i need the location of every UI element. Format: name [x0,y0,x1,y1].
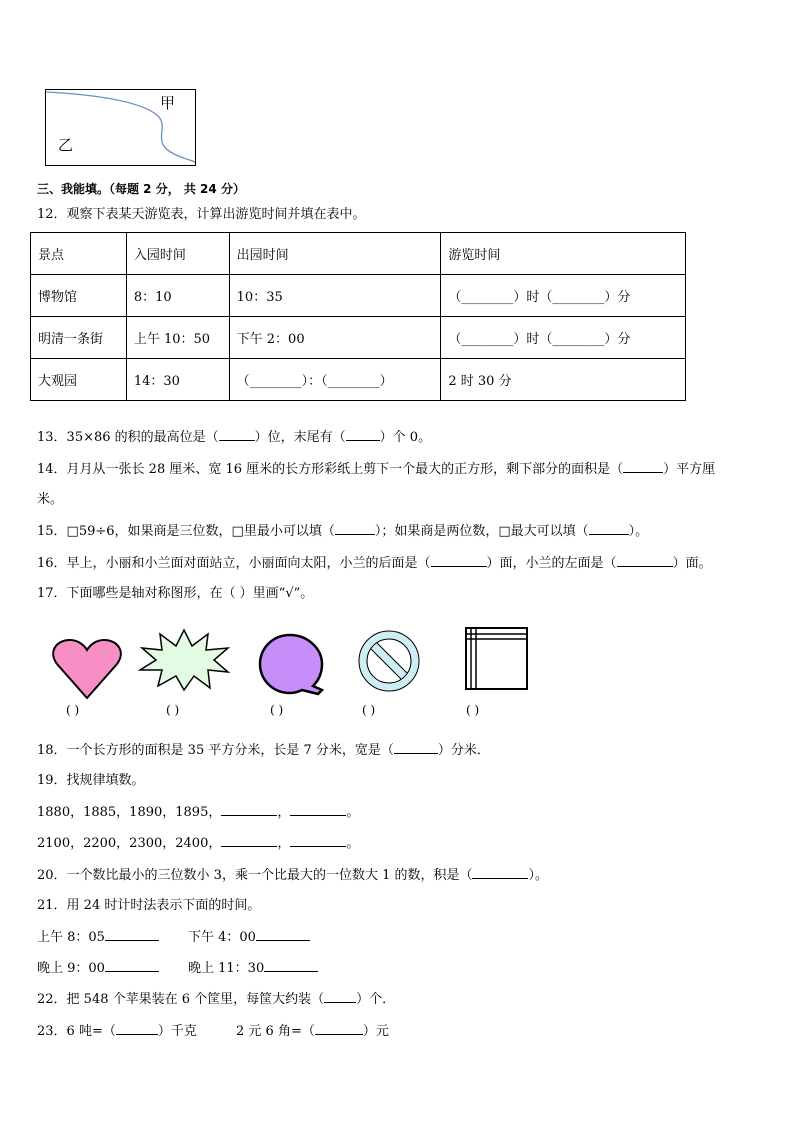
header-cell: 游览时间 [441,233,686,275]
q21-text: 21．用 24 时计时法表示下面的时间。 [37,898,261,913]
answer-blank[interactable] [394,741,438,754]
answer-blank[interactable] [290,834,346,847]
period: 。 [346,836,360,851]
q12-text: 12．观察下表某天游览表，计算出游览时间并填在表中。 [37,207,366,222]
answer-blank[interactable] [105,928,159,941]
answer-blank[interactable] [116,1022,158,1035]
answer-blank[interactable] [105,959,159,972]
table-header-row [31,233,686,275]
q13-text-c: ）个 0。 [379,430,432,445]
answer-blank[interactable] [324,990,356,1003]
answer-paren[interactable]: ( ) [270,703,284,717]
q16-text-b: ）面，小兰的左面是（ [486,556,617,571]
framed-square-shape [464,626,530,692]
table-cell: （________）时（________）分 [441,317,686,359]
time-label: 晚上 9：00 [37,961,105,976]
q22 [37,990,395,1009]
table-cell: 14：30 [126,359,229,401]
table-cell: 上午 10：50 [126,317,229,359]
heart-shape [52,636,122,702]
letter-q-shape [258,632,328,696]
q15-text-c: ）。 [628,524,649,539]
table-row [31,359,686,401]
q18 [37,741,490,760]
sequence-start: 1880，1885，1890，1895， [37,805,222,820]
table-cell: 博物馆 [31,275,127,317]
time-label: 上午 8：05 [37,930,105,945]
q23-part-2 [236,1022,389,1041]
section-title: 三、我能填。（每题 2 分， 共 24 分） [37,182,245,196]
q22-text-a: 22．把 548 个苹果装在 6 个筐里，每筐大约装（ [37,992,325,1007]
answer-blank[interactable] [221,834,277,847]
tour-table [30,232,686,401]
table-cell: （________）：（________） [229,359,441,401]
starburst-shape [138,628,230,692]
time-label: 晚上 11：30 [188,961,265,976]
q15 [37,522,648,541]
answer-blank[interactable] [346,428,380,441]
answer-blank[interactable] [221,803,277,816]
header-cell: 出园时间 [229,233,441,275]
table-cell: 8：10 [126,275,229,317]
table-cell: 10：35 [229,275,441,317]
table-cell: 2 时 30 分 [441,359,686,401]
header-cell: 入园时间 [126,233,229,275]
answer-blank[interactable] [264,959,318,972]
separator: ， [277,836,291,851]
q21-item-3 [37,959,159,978]
map-figure [45,89,196,166]
q17-text: 17．下面哪些是轴对称图形，在（ ）里画“√”。 [37,586,314,601]
q14-continued: 米。 [37,492,64,507]
answer-blank[interactable] [290,803,346,816]
answer-blank[interactable] [431,554,487,567]
label-yi: 乙 [58,136,74,154]
q20-text-b: ）。 [528,868,548,883]
sequence-start: 2100，2200，2300，2400， [37,836,222,851]
table-cell: 下午 2：00 [229,317,441,359]
answer-paren[interactable]: ( ) [466,703,480,717]
answer-blank[interactable] [472,866,528,879]
q16 [37,554,712,573]
answer-blank[interactable] [623,460,663,473]
q23-text-b: ）千克 [157,1024,197,1039]
table-row [31,317,686,359]
q16-text-c: ）面。 [672,556,712,571]
label-jia: 甲 [160,94,176,112]
no-sign-shape [356,628,422,694]
answer-blank[interactable] [256,928,310,941]
q18-text-a: 18．一个长方形的面积是 35 平方分米，长是 7 分米，宽是（ [37,743,394,758]
q19-row-1 [37,803,359,822]
answer-blank[interactable] [335,522,375,535]
q14-text-a: 14．月月从一张长 28 厘米、宽 16 厘米的长方形彩纸上剪下一个最大的正方形，剩下部分的面积是（ [37,462,624,477]
separator: ， [277,805,291,820]
q14 [37,460,715,479]
q16-text-a: 16．早上，小丽和小兰面对面站立，小丽面向太阳，小兰的后面是（ [37,556,431,571]
answer-blank[interactable] [219,428,255,441]
answer-paren[interactable]: ( ) [66,703,80,717]
q19-text: 19．找规律填数。 [37,773,145,788]
q21-item-1 [37,928,159,947]
table-cell: 大观园 [31,359,127,401]
q21-item-2 [188,928,310,947]
period: 。 [346,805,360,820]
header-cell: 景点 [31,233,127,275]
q22-text-b: ）个． [356,992,396,1007]
q23-text-d: ）元 [362,1024,389,1039]
answer-blank[interactable] [315,1022,363,1035]
table-cell: 明清一条街 [31,317,127,359]
answer-blank[interactable] [589,522,629,535]
q20 [37,866,548,885]
q19-row-2 [37,834,359,853]
q23-text-a: 23．6 吨=（ [37,1024,116,1039]
q13-text-b: ）位，末尾有（ [254,430,346,445]
q23-text-c: 2 元 6 角=（ [236,1024,315,1039]
time-label: 下午 4：00 [188,930,256,945]
q15-text-b: ）；如果商是两位数，□最大可以填（ [374,524,589,539]
q13 [37,428,431,447]
answer-blank[interactable] [617,554,673,567]
q20-text-a: 20．一个数比最小的三位数小 3，乘一个比最大的一位数大 1 的数，积是（ [37,868,473,883]
q23 [37,1022,197,1041]
table-cell: （________）时（________）分 [441,275,686,317]
table-row [31,275,686,317]
q18-text-b: ）分米． [437,743,490,758]
answer-paren[interactable]: ( ) [166,703,180,717]
q13-text-a: 13．35×86 的积的最高位是（ [37,430,219,445]
q14-text-b: ）平方厘 [663,462,716,477]
q21-item-4 [188,959,318,978]
q15-text-a: 15．□59÷6，如果商是三位数，□里最小可以填（ [37,524,335,539]
answer-paren[interactable]: ( ) [362,703,376,717]
